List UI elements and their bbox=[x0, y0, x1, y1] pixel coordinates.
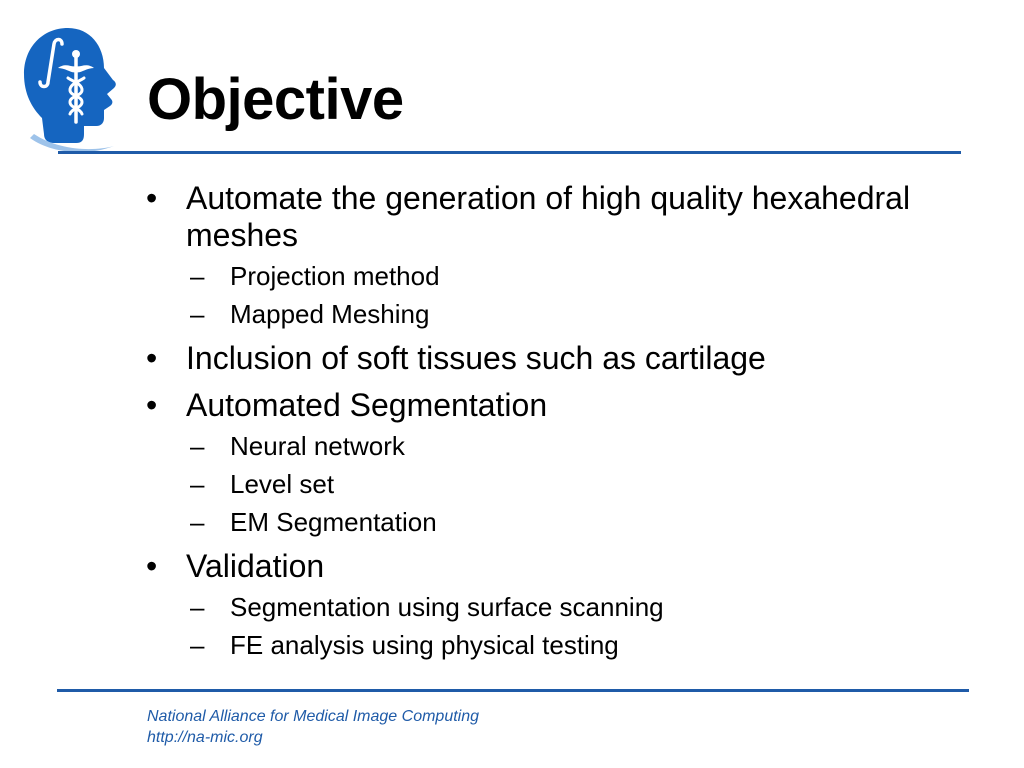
title-divider bbox=[58, 151, 961, 154]
bullet-text: Segmentation using surface scanning bbox=[230, 592, 664, 622]
sub-bullet-item bbox=[190, 592, 966, 623]
bullet-text: Projection method bbox=[230, 261, 440, 291]
bullet-item bbox=[146, 548, 966, 585]
sub-bullet-item bbox=[190, 469, 966, 500]
bullet-text: Neural network bbox=[230, 431, 405, 461]
dash-marker: – bbox=[190, 630, 205, 660]
footer bbox=[147, 706, 479, 748]
bullet-marker: • bbox=[146, 340, 158, 376]
bullet-marker: • bbox=[146, 387, 158, 423]
namic-head-logo-icon bbox=[18, 22, 128, 154]
footer-organization: National Alliance for Medical Image Computing bbox=[147, 708, 480, 725]
bullet-item bbox=[146, 340, 966, 377]
dash-marker: – bbox=[190, 592, 205, 622]
bullet-item bbox=[146, 387, 966, 424]
bullet-item bbox=[146, 180, 966, 254]
bullet-marker: • bbox=[146, 180, 158, 216]
sub-bullet-item bbox=[190, 507, 966, 538]
dash-marker: – bbox=[190, 261, 205, 291]
sub-bullet-item bbox=[190, 299, 966, 330]
bullet-text: Level set bbox=[230, 469, 335, 499]
sub-bullet-item bbox=[190, 630, 966, 661]
dash-marker: – bbox=[190, 431, 205, 461]
bullet-text: Automate the generation of high quality hexahedral meshes bbox=[186, 180, 911, 253]
slide-title: Objective bbox=[147, 67, 404, 132]
bullet-text: Mapped Meshing bbox=[230, 299, 430, 329]
dash-marker: – bbox=[190, 469, 205, 499]
bullet-text: EM Segmentation bbox=[230, 507, 437, 537]
sub-bullet-item bbox=[190, 431, 966, 462]
bullet-text: Automated Segmentation bbox=[186, 387, 548, 423]
footer-url: http://na-mic.org bbox=[147, 729, 263, 746]
sub-bullet-item bbox=[190, 261, 966, 292]
footer-divider bbox=[57, 689, 969, 692]
bullet-list bbox=[146, 180, 966, 661]
bullet-text: FE analysis using physical testing bbox=[230, 630, 619, 660]
dash-marker: – bbox=[190, 299, 205, 329]
dash-marker: – bbox=[190, 507, 205, 537]
bullet-text: Validation bbox=[186, 548, 325, 584]
bullet-marker: • bbox=[146, 548, 158, 584]
bullet-text: Inclusion of soft tissues such as cartilage bbox=[186, 340, 766, 376]
